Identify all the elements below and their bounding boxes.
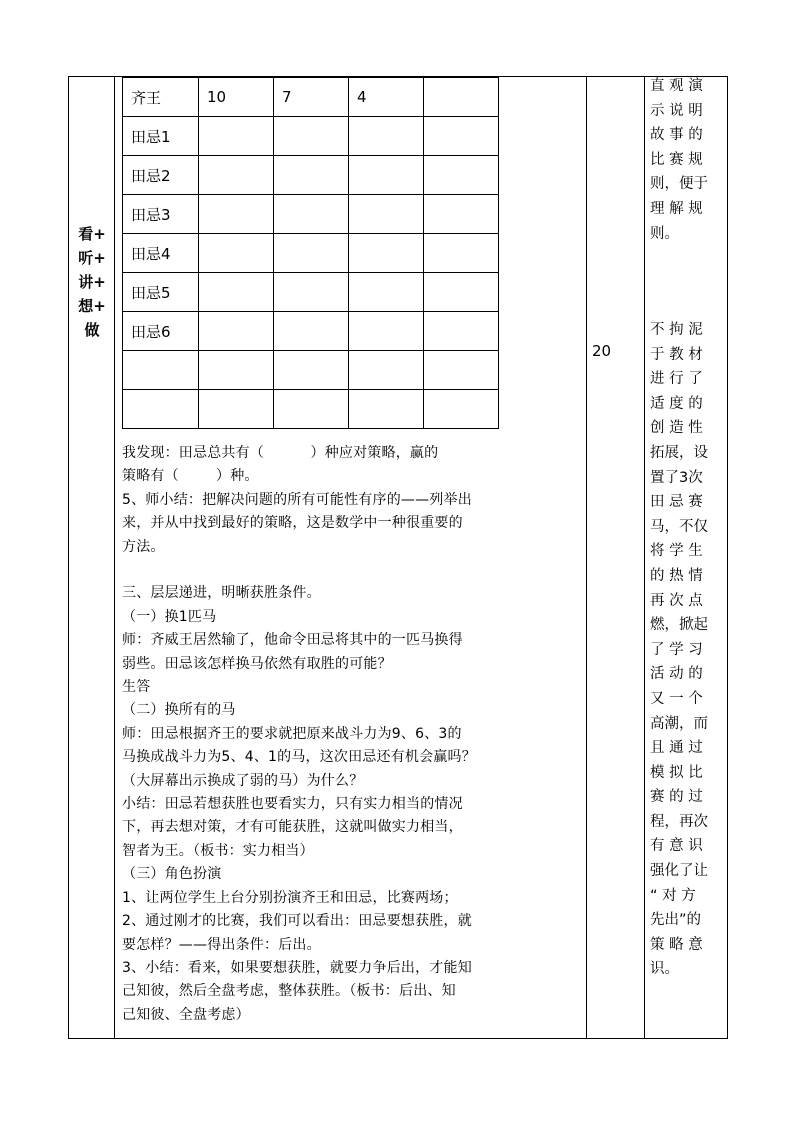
note-line: 将 学 生 xyxy=(650,543,703,560)
note-line: 的 热 情 xyxy=(650,567,703,584)
note-line: “ 对 方 xyxy=(650,887,696,904)
content-line: 三、层层递进，明晰获胜条件。 xyxy=(122,585,321,602)
table-cell xyxy=(424,312,499,351)
row-header-cell: 田忌2 xyxy=(123,156,199,195)
stage-label-line: 看+ xyxy=(78,225,106,243)
note-line: 创 造 性 xyxy=(650,420,703,437)
lesson-content xyxy=(122,442,584,1027)
note-line: 活 动 的 xyxy=(650,666,703,683)
row-header-cell: 田忌6 xyxy=(123,312,199,351)
note-line: 于 教 材 xyxy=(650,346,703,363)
content-line: 要怎样？——得出条件：后出。 xyxy=(122,936,321,953)
table-cell xyxy=(424,351,499,390)
note-line: 则，便于 xyxy=(650,176,708,193)
note-line: 识。 xyxy=(650,961,679,978)
table-cell xyxy=(199,156,274,195)
table-row xyxy=(123,156,499,195)
note-line: 程，再次 xyxy=(650,813,708,830)
stage-label-line: 听+ xyxy=(78,249,106,267)
note-line: 示 说 明 xyxy=(650,102,703,119)
table-border-left xyxy=(68,76,69,1039)
note-line: 策 略 意 xyxy=(650,936,703,953)
content-line: 3、小结：看来，如果要想获胜，就要力争后出，才能知 xyxy=(122,959,472,976)
table-cell xyxy=(274,234,349,273)
table-cell xyxy=(274,312,349,351)
table-cell: 10 xyxy=(199,78,274,117)
content-line: 小结：田忌若想获胜也要看实力，只有实力相当的情况 xyxy=(122,796,463,813)
content-line: （三）角色扮演 xyxy=(122,866,222,883)
design-note-1 xyxy=(650,74,724,246)
note-line: 高潮，而 xyxy=(650,715,708,732)
table-row xyxy=(123,390,499,429)
content-line: 师：田忌根据齐王的要求就把原来战斗力为9、6、3的 xyxy=(122,725,462,742)
table-row xyxy=(123,273,499,312)
content-line: 下，再去想对策，才有可能获胜，这就叫做实力相当， xyxy=(122,819,463,836)
table-cell xyxy=(274,195,349,234)
table-border-right xyxy=(727,76,728,1039)
time-minutes: 20 xyxy=(592,342,612,360)
table-cell xyxy=(424,195,499,234)
content-line: （二）换所有的马 xyxy=(122,702,236,719)
table-cell xyxy=(199,273,274,312)
table-border-content xyxy=(586,76,587,1039)
table-cell xyxy=(424,78,499,117)
content-line: 5、师小结：把解决问题的所有可能性有序的——列举出 xyxy=(122,491,472,508)
content-line: 来，并从中找到最好的策略，这是数学中一种很重要的 xyxy=(122,515,463,532)
horse-race-table xyxy=(122,77,499,429)
content-line: （大屏幕出示换成了弱的马）为什么？ xyxy=(122,772,364,789)
row-header-cell xyxy=(123,390,199,429)
table-cell xyxy=(349,351,424,390)
note-line: 且 通 过 xyxy=(650,740,703,757)
table-row xyxy=(123,195,499,234)
content-line: 师：齐威王居然输了，他命令田忌将其中的一匹马换得 xyxy=(122,632,463,649)
table-border-bottom xyxy=(68,1038,728,1039)
note-line: 适 度 的 xyxy=(650,395,703,412)
content-line: 己知彼，然后全盘考虑，整体获胜。（板书：后出、知 xyxy=(122,983,456,1000)
stage-label-line: 讲+ xyxy=(78,273,106,291)
design-note-2 xyxy=(650,318,724,982)
content-line: 己知彼、全盘考虑） xyxy=(122,1006,250,1023)
note-line: 理 解 规 xyxy=(650,200,703,217)
note-line: 不 拘 泥 xyxy=(650,322,703,338)
note-line: 再 次 点 xyxy=(650,592,703,609)
content-line: 弱些。田忌该怎样换马依然有取胜的可能？ xyxy=(122,655,392,672)
row-header-cell xyxy=(123,351,199,390)
note-line: 置了3次 xyxy=(650,469,703,486)
note-line: 先出”的 xyxy=(650,912,702,929)
table-border-stage xyxy=(114,76,115,1039)
note-line: 燃，掀起 xyxy=(650,617,708,634)
table-cell xyxy=(349,234,424,273)
table-row xyxy=(123,78,499,117)
table-cell xyxy=(349,390,424,429)
table-cell xyxy=(424,156,499,195)
content-line: 2、通过刚才的比赛，我们可以看出：田忌要想获胜，就 xyxy=(122,913,472,930)
content-line: 1、让两位学生上台分别扮演齐王和田忌，比赛两场； xyxy=(122,889,458,906)
table-cell xyxy=(199,234,274,273)
note-line: 直 观 演 xyxy=(650,78,703,94)
note-line: 强化了让 xyxy=(650,863,708,880)
table-cell xyxy=(424,234,499,273)
row-header-cell: 田忌3 xyxy=(123,195,199,234)
note-line: 田 忌 赛 xyxy=(650,494,703,511)
note-line: 比 赛 规 xyxy=(650,151,703,168)
note-line: 模 拟 比 xyxy=(650,764,703,781)
note-line: 有 意 识 xyxy=(650,838,703,855)
table-cell xyxy=(274,156,349,195)
note-line: 进 行 了 xyxy=(650,371,703,388)
teaching-stage-label xyxy=(72,222,112,342)
table-cell xyxy=(424,273,499,312)
table-cell xyxy=(349,312,424,351)
table-row xyxy=(123,351,499,390)
content-line: 我发现：田忌总共有（ ）种应对策略，赢的 xyxy=(122,445,439,461)
table-cell xyxy=(199,351,274,390)
table-cell xyxy=(274,351,349,390)
row-header-cell: 田忌5 xyxy=(123,273,199,312)
stage-label-line: 想+ xyxy=(78,297,106,315)
table-cell xyxy=(199,390,274,429)
row-header-cell: 田忌4 xyxy=(123,234,199,273)
note-line: 赛 的 过 xyxy=(650,789,703,806)
table-row xyxy=(123,117,499,156)
table-cell xyxy=(349,273,424,312)
table-cell xyxy=(274,117,349,156)
table-row xyxy=(123,312,499,351)
table-cell: 7 xyxy=(274,78,349,117)
table-cell xyxy=(349,117,424,156)
content-line xyxy=(122,559,584,582)
content-line: 生答 xyxy=(122,679,151,696)
row-header-cell: 田忌1 xyxy=(123,117,199,156)
table-cell xyxy=(199,195,274,234)
row-header-cell: 齐王 xyxy=(123,78,199,117)
table-cell: 4 xyxy=(349,78,424,117)
content-line: 策略有（ ）种。 xyxy=(122,468,259,485)
note-line: 则。 xyxy=(650,225,679,242)
table-cell xyxy=(349,156,424,195)
content-line: 方法。 xyxy=(122,538,165,555)
note-line: 了 学 习 xyxy=(650,641,703,658)
table-cell xyxy=(199,117,274,156)
note-line: 又 一 个 xyxy=(650,690,703,707)
note-line: 马，不仅 xyxy=(650,518,708,535)
content-line: （一）换1匹马 xyxy=(122,608,217,625)
content-line: 智者为王。（板书：实力相当） xyxy=(122,842,314,859)
table-border-time xyxy=(644,76,645,1039)
table-cell xyxy=(199,312,274,351)
table-cell xyxy=(424,390,499,429)
stage-label-line: 做 xyxy=(84,321,100,339)
note-line: 故 事 的 xyxy=(650,127,703,144)
note-line: 拓展，设 xyxy=(650,444,708,461)
table-cell xyxy=(274,390,349,429)
content-line: 马换成战斗力为5、4、1的马，这次田忌还有机会赢吗？ xyxy=(122,749,476,766)
table-row xyxy=(123,234,499,273)
table-cell xyxy=(274,273,349,312)
table-cell xyxy=(424,117,499,156)
table-cell xyxy=(349,195,424,234)
